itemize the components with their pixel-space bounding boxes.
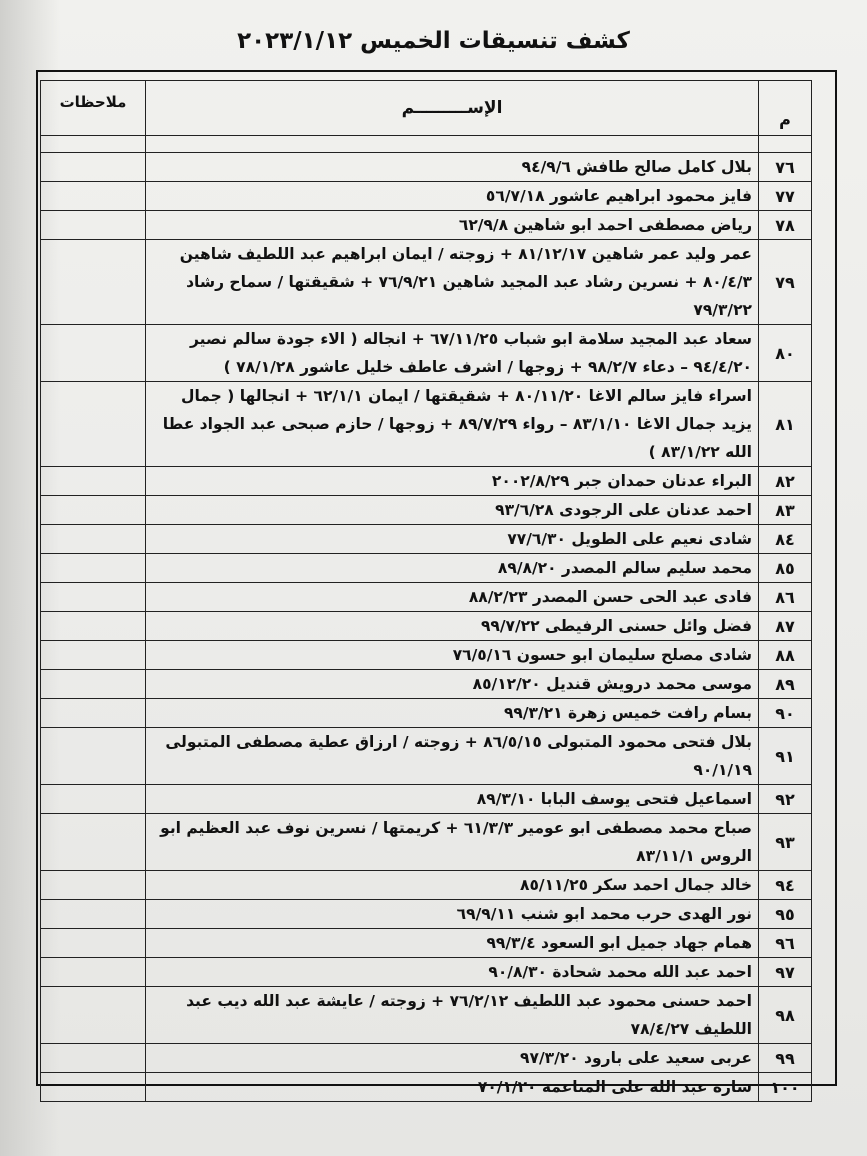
table-header-row: [41, 81, 812, 136]
row-notes: [41, 525, 146, 554]
table-row: [41, 929, 812, 958]
table-row: [41, 814, 812, 871]
row-name: صباح محمد مصطفى ابو عومير ٦١/٣/٣ + كريمتها / نسرين نوف عبد العظيم ابو الروس ٨٣/١١/١: [146, 814, 759, 871]
table-row: [41, 240, 812, 325]
row-number: ٩٤: [759, 871, 812, 900]
table-row: [41, 958, 812, 987]
document-title: كشف تنسيقات الخميس ٢٠٢٣/١/١٢: [237, 28, 630, 54]
row-number: ٩٨: [759, 987, 812, 1044]
row-notes: [41, 182, 146, 211]
row-notes: [41, 728, 146, 785]
row-notes: [41, 467, 146, 496]
row-notes: [41, 670, 146, 699]
table-row: [41, 871, 812, 900]
table-row: [41, 1044, 812, 1073]
row-number: ٧٨: [759, 211, 812, 240]
row-name: همام جهاد جميل ابو السعود ٩٩/٣/٤: [146, 929, 759, 958]
row-notes: [41, 211, 146, 240]
table-row: [41, 728, 812, 785]
row-notes: [41, 958, 146, 987]
row-number: ٩١: [759, 728, 812, 785]
table-row: [41, 554, 812, 583]
header-number: م: [759, 81, 812, 136]
row-notes: [41, 900, 146, 929]
row-name: شادى مصلح سليمان ابو حسون ٧٦/٥/١٦: [146, 641, 759, 670]
row-name: محمد سليم سالم المصدر ٨٩/٨/٢٠: [146, 554, 759, 583]
row-number: ٨٩: [759, 670, 812, 699]
table-row: [41, 182, 812, 211]
header-notes: ملاحظات: [41, 81, 146, 136]
row-number: ٨٧: [759, 612, 812, 641]
row-name: فضل وائل حسنى الرفيطى ٩٩/٧/٢٢: [146, 612, 759, 641]
row-notes: [41, 641, 146, 670]
row-notes: [41, 583, 146, 612]
table-row: [41, 1073, 812, 1102]
row-name: البراء عدنان حمدان جبر ٢٠٠٢/٨/٢٩: [146, 467, 759, 496]
row-name: فادى عبد الحى حسن المصدر ٨٨/٢/٢٣: [146, 583, 759, 612]
row-name: احمد عبد الله محمد شحادة ٩٠/٨/٣٠: [146, 958, 759, 987]
row-number: ٩٣: [759, 814, 812, 871]
row-number: ٨٢: [759, 467, 812, 496]
row-number: ٨٥: [759, 554, 812, 583]
row-notes: [41, 987, 146, 1044]
row-notes: [41, 382, 146, 467]
row-name: بلال كامل صالح طافش ٩٤/٩/٦: [146, 153, 759, 182]
row-name: سعاد عبد المجيد سلامة ابو شباب ٦٧/١١/٢٥ + انجاله ( الاء جودة سالم نصير ٩٤/٤/٢٠ – دعاء ٩٨/٢/٧ + زوجها / اشرف عاطف خليل عاشور ٧٨/١/٢٨ ): [146, 325, 759, 382]
row-name: شادى نعيم على الطويل ٧٧/٦/٣٠: [146, 525, 759, 554]
row-notes: [41, 699, 146, 728]
row-number: ٨٣: [759, 496, 812, 525]
table-row: [41, 496, 812, 525]
table-row: [41, 153, 812, 182]
row-name: موسى محمد درويش قنديل ٨٥/١٢/٢٠: [146, 670, 759, 699]
row-number: ٨٦: [759, 583, 812, 612]
row-name: بسام رافت خميس زهرة ٩٩/٣/٢١: [146, 699, 759, 728]
header-name: الإســـــــــم: [146, 81, 759, 136]
row-number: ٨٨: [759, 641, 812, 670]
row-number: ٧٦: [759, 153, 812, 182]
table-spacer-row: [41, 136, 812, 153]
row-number: ٩٥: [759, 900, 812, 929]
row-notes: [41, 325, 146, 382]
row-notes: [41, 1044, 146, 1073]
row-name: عمر وليد عمر شاهين ٨١/١٢/١٧ + زوجته / ايمان ابراهيم عبد اللطيف شاهين ٨٠/٤/٣ + نسرين رشاد عبد المجيد شاهين ٧٦/٩/٢١ + شقيقتها / سماح رشاد ٧٩/٣/٢٢: [146, 240, 759, 325]
names-table: [40, 80, 812, 1102]
row-number: ٩٠: [759, 699, 812, 728]
table-row: [41, 900, 812, 929]
row-number: ٨١: [759, 382, 812, 467]
table-row: [41, 325, 812, 382]
table-row: [41, 525, 812, 554]
row-number: ١٠٠: [759, 1073, 812, 1102]
row-notes: [41, 612, 146, 641]
row-number: ٧٩: [759, 240, 812, 325]
row-notes: [41, 153, 146, 182]
row-number: ٩٦: [759, 929, 812, 958]
table-row: [41, 641, 812, 670]
table-row: [41, 467, 812, 496]
row-number: ٨٠: [759, 325, 812, 382]
row-notes: [41, 814, 146, 871]
row-name: رياض مصطفى احمد ابو شاهين ٦٢/٩/٨: [146, 211, 759, 240]
table-row: [41, 612, 812, 641]
row-notes: [41, 929, 146, 958]
table-row: [41, 670, 812, 699]
row-name: نور الهدى حرب محمد ابو شنب ٦٩/٩/١١: [146, 900, 759, 929]
row-notes: [41, 496, 146, 525]
row-notes: [41, 1073, 146, 1102]
row-name: اسماعيل فتحى يوسف البابا ٨٩/٣/١٠: [146, 785, 759, 814]
row-name: خالد جمال احمد سكر ٨٥/١١/٢٥: [146, 871, 759, 900]
row-number: ٧٧: [759, 182, 812, 211]
row-number: ٨٤: [759, 525, 812, 554]
row-name: بلال فتحى محمود المتبولى ٨٦/٥/١٥ + زوجته / ارزاق عطية مصطفى المتبولى ٩٠/١/١٩: [146, 728, 759, 785]
row-name: اسراء فايز سالم الاغا ٨٠/١١/٢٠ + شقيقتها / ايمان ٦٢/١/١ + انجالها ( جمال يزيد جمال الاغا ٨٣/١/١٠ – رواء ٨٩/٧/٢٩ + زوجها / حازم صبحى عبد الجواد عطا الله ٨٣/١/٢٢ ): [146, 382, 759, 467]
row-notes: [41, 240, 146, 325]
row-number: ٩٧: [759, 958, 812, 987]
row-notes: [41, 785, 146, 814]
table-row: [41, 583, 812, 612]
table-row: [41, 987, 812, 1044]
row-notes: [41, 554, 146, 583]
table-row: [41, 211, 812, 240]
table-row: [41, 382, 812, 467]
row-name: سارة عبد الله على المناعمة ٧٠/١/٢٠: [146, 1073, 759, 1102]
table-body: [41, 153, 812, 1102]
row-notes: [41, 871, 146, 900]
table-row: [41, 699, 812, 728]
row-name: احمد عدنان على الرجودى ٩٣/٦/٢٨: [146, 496, 759, 525]
row-name: فايز محمود ابراهيم عاشور ٥٦/٧/١٨: [146, 182, 759, 211]
row-number: ٩٩: [759, 1044, 812, 1073]
row-name: احمد حسنى محمود عبد اللطيف ٧٦/٢/١٢ + زوجته / عايشة عبد الله ديب عبد اللطيف ٧٨/٤/٢٧: [146, 987, 759, 1044]
table-row: [41, 785, 812, 814]
row-name: عربى سعيد على بارود ٩٧/٣/٢٠: [146, 1044, 759, 1073]
row-number: ٩٢: [759, 785, 812, 814]
